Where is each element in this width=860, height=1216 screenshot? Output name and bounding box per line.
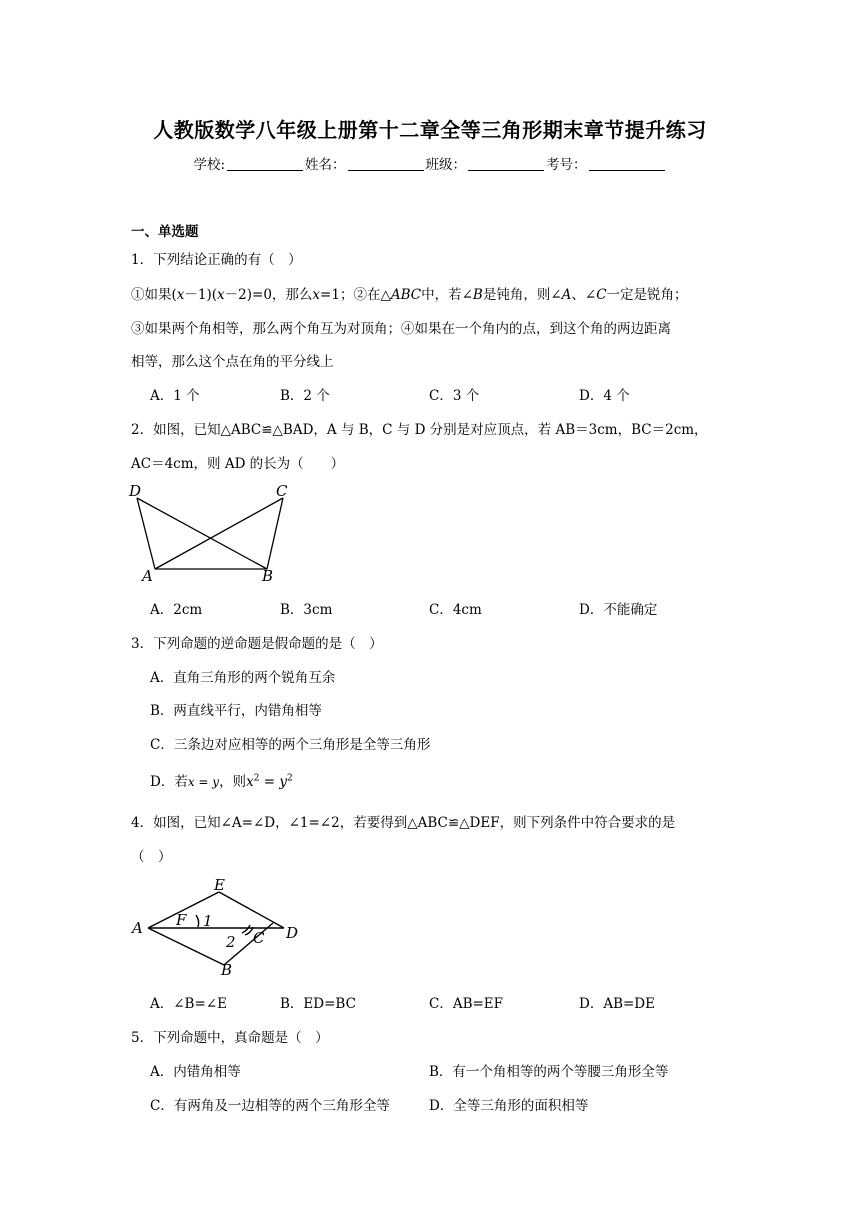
- q4-option-d[interactable]: D．AB=DE: [579, 996, 655, 1012]
- q1-option-b[interactable]: B．2 个: [280, 388, 330, 404]
- q1-var: ABC: [390, 287, 422, 303]
- class-blank: [468, 157, 544, 171]
- student-info-line: [0, 153, 860, 173]
- q3-option-c[interactable]: C．三条边对应相等的两个三角形是全等三角形: [150, 737, 431, 753]
- q1-var: A: [561, 287, 572, 303]
- q1-text: 中，若∠: [421, 287, 473, 303]
- q1-text: －2)=0，那么: [224, 287, 313, 303]
- q4-line-1: 4．如图，已知∠A=∠D，∠1=∠2，若要得到△ABC≌△DEF，则下列条件中符合要求的是: [131, 815, 676, 831]
- q1-var: x: [176, 287, 185, 303]
- q4-option-a[interactable]: A．∠B=∠E: [150, 996, 227, 1012]
- school-blank: [227, 157, 303, 171]
- q1-line-1: [131, 283, 688, 303]
- q1-option-a[interactable]: A．1 个: [150, 388, 200, 404]
- q1-text: 一定是锐角；: [606, 287, 688, 303]
- q1-option-d[interactable]: D．4 个: [579, 388, 630, 404]
- q1-text: －1)(: [184, 287, 218, 303]
- q4-label-e: E: [214, 876, 225, 894]
- q4-figure: [128, 870, 313, 982]
- name-label: 姓名：: [305, 157, 346, 173]
- q3-d-var: x: [246, 774, 254, 790]
- q3-option-d[interactable]: [150, 770, 293, 790]
- q2-label-a: A: [142, 567, 153, 585]
- exam-no-label: 考号：: [546, 157, 587, 173]
- school-label: 学校:: [193, 157, 226, 173]
- q4-label-2: 2: [226, 933, 236, 951]
- q1-text: 、∠: [571, 287, 597, 303]
- q1-text: =1；②在△: [320, 287, 391, 303]
- q4-option-b[interactable]: B．ED=BC: [280, 996, 356, 1012]
- section-title: 一、单选题: [131, 224, 199, 240]
- q1-var: C: [596, 287, 607, 303]
- q2-figure: [125, 478, 300, 588]
- q1-option-c[interactable]: C．3 个: [429, 388, 480, 404]
- q4-label-d: D: [286, 924, 299, 942]
- q3-d-var: y: [279, 774, 287, 790]
- q5-stem: 5．下列命题中，真命题是（ ）: [131, 1030, 329, 1046]
- q4-label-1: 1: [203, 912, 213, 930]
- q1-text: 是钝角，则∠: [482, 287, 562, 303]
- q3-d-exponent: 2: [253, 773, 260, 784]
- q3-option-b[interactable]: B．两直线平行，内错角相等: [150, 703, 322, 719]
- q5-option-c[interactable]: C．有两角及一边相等的两个三角形全等: [150, 1098, 390, 1114]
- q3-d-text: D．若: [150, 774, 188, 790]
- q3-stem: 3．下列命题的逆命题是假命题的是（ ）: [131, 636, 383, 652]
- name-blank: [348, 157, 424, 171]
- q2-label-c: C: [276, 482, 288, 500]
- q2-line-1: 2．如图，已知△ABC≌△BAD，A 与 B，C 与 D 分别是对应顶点，若 AB＝3cm，BC＝2cm，: [131, 422, 708, 438]
- q4-label-f: F: [176, 911, 187, 929]
- class-label: 班级：: [425, 157, 467, 173]
- q2-line-2: AC＝4cm，则 AD 的长为（ ）: [131, 456, 345, 472]
- q1-var: x: [312, 287, 321, 303]
- q1-line-2: ③如果两个角相等，那么两个角互为对顶角；④如果在一个角内的点，到这个角的两边距离: [131, 321, 671, 337]
- q3-d-equals: =: [259, 774, 280, 790]
- q1-text: ①如果(: [131, 287, 177, 303]
- q2-label-d: D: [129, 482, 142, 500]
- q1-var: B: [472, 287, 483, 303]
- q4-line-2: （ ）: [131, 849, 172, 865]
- q4-label-b: B: [221, 961, 233, 979]
- q4-label-a: A: [132, 919, 143, 937]
- q2-option-b[interactable]: B．3cm: [280, 602, 333, 618]
- q1-line-3: 相等，那么这个点在角的平分线上: [131, 354, 334, 370]
- q2-option-a[interactable]: A．2cm: [150, 602, 203, 618]
- q3-d-text: ，则: [219, 774, 247, 790]
- q1-stem: 1．下列结论正确的有（ ）: [131, 252, 302, 268]
- q3-option-a[interactable]: A．直角三角形的两个锐角互余: [150, 670, 336, 686]
- exam-no-blank: [589, 157, 665, 171]
- q5-option-a[interactable]: A．内错角相等: [150, 1064, 241, 1080]
- q5-option-b[interactable]: B．有一个角相等的两个等腰三角形全等: [429, 1064, 669, 1080]
- q4-label-c: C: [253, 929, 265, 947]
- q2-option-c[interactable]: C．4cm: [429, 602, 482, 618]
- q5-option-d[interactable]: D．全等三角形的面积相等: [429, 1098, 589, 1114]
- q4-option-c[interactable]: C．AB=EF: [429, 996, 504, 1012]
- q3-d-equation: x = y: [187, 775, 220, 789]
- q1-var: x: [217, 287, 225, 303]
- page-title: 人教版数学八年级上册第十二章全等三角形期末章节提升练习: [153, 118, 707, 142]
- q2-label-b: B: [262, 567, 274, 585]
- q3-d-exponent: 2: [286, 773, 293, 784]
- q2-option-d[interactable]: D．不能确定: [579, 602, 658, 618]
